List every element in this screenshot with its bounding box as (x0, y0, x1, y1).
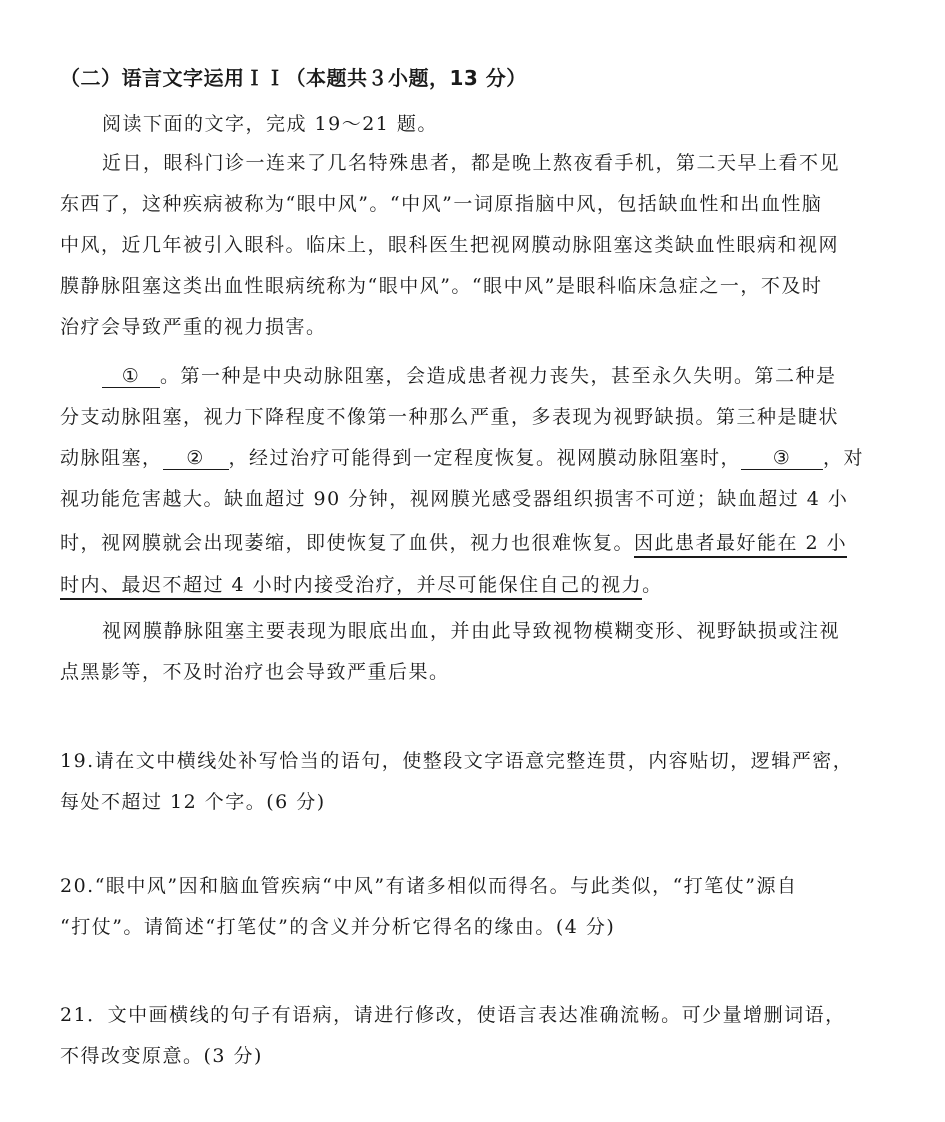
passage-p1-line-5: 治疗会导致严重的视力损害。 (60, 316, 327, 338)
passage-p2-line-6 (60, 574, 663, 598)
question-19-line-2: 每处不超过 12 个字。(6 分) (60, 791, 326, 813)
question-21-line-1: 21．文中画横线的句子有语病，请进行修改，使语言表达准确流畅。可少量增删词语， (60, 1004, 846, 1026)
passage-p2-line-3-end: ，对 (823, 447, 865, 469)
underlined-sentence-part-2: 时内、最迟不超过 4 小时内接受治疗，并尽可能保住自己的视力 (60, 574, 642, 600)
blank-1: ① (102, 366, 160, 388)
passage-p3-line-1: 视网膜静脉阻塞主要表现为眼底出血，并由此导致视物模糊变形、视野缺损或注视 (102, 620, 841, 642)
passage-p1-line-2: 东西了，这种疾病被称为“眼中风”。“中风”一词原指脑中风，包括缺血性和出血性脑 (60, 193, 823, 215)
passage-p2-line-1-text: 。第一种是中央动脉阻塞，会造成患者视力丧失，甚至永久失明。第二种是 (160, 365, 837, 387)
passage-p3-line-2: 点黑影等，不及时治疗也会导致严重后果。 (60, 661, 450, 683)
question-19-line-1: 19.请在文中横线处补写恰当的语句，使整段文字语意完整连贯，内容贴切，逻辑严密， (60, 750, 854, 772)
passage-p2-line-3-start: 动脉阻塞， (60, 447, 163, 469)
passage-p2-line-1 (102, 365, 837, 389)
question-20-line-2: “打仗”。请简述“打笔仗”的含义并分析它得名的缘由。(4 分) (60, 916, 616, 938)
passage-p2-line-5 (60, 532, 847, 556)
passage-p2-line-6-end: 。 (642, 574, 663, 596)
passage-p2-line-3-mid: ，经过治疗可能得到一定程度恢复。视网膜动脉阻塞时， (228, 447, 742, 469)
reading-instruction: 阅读下面的文字，完成 19～21 题。 (102, 113, 438, 135)
section-title: （二）语言文字运用ＩＩ（本题共３小题，13 分） (60, 66, 527, 90)
question-20-line-1: 20.“眼中风”因和脑血管疾病“中风”有诸多相似而得名。与此类似，“打笔仗”源自 (60, 875, 798, 897)
underlined-sentence-part-1: 因此患者最好能在 2 小 (634, 532, 847, 558)
passage-p2-line-5-start: 时，视网膜就会出现萎缩，即使恢复了血供，视力也很难恢复。 (60, 532, 635, 554)
passage-p2-line-4: 视功能危害越大。缺血超过 90 分钟，视网膜光感受器组织损害不可逆；缺血超过 4 小 (60, 488, 849, 510)
passage-p1-line-4: 膜静脉阻塞这类出血性眼病统称为“眼中风”。“眼中风”是眼科临床急症之一，不及时 (60, 275, 823, 297)
question-21-line-2: 不得改变原意。(3 分) (60, 1045, 263, 1067)
blank-3: ③ (741, 448, 823, 470)
blank-2: ② (163, 448, 229, 470)
passage-p2-line-3 (60, 447, 864, 471)
passage-p1-line-1: 近日，眼科门诊一连来了几名特殊患者，都是晚上熬夜看手机，第二天早上看不见 (102, 152, 841, 174)
passage-p1-line-3: 中风，近几年被引入眼科。临床上，眼科医生把视网膜动脉阻塞这类缺血性眼病和视网 (60, 234, 840, 256)
passage-p2-line-2: 分支动脉阻塞，视力下降程度不像第一种那么严重，多表现为视野缺损。第三种是睫状 (60, 406, 840, 428)
